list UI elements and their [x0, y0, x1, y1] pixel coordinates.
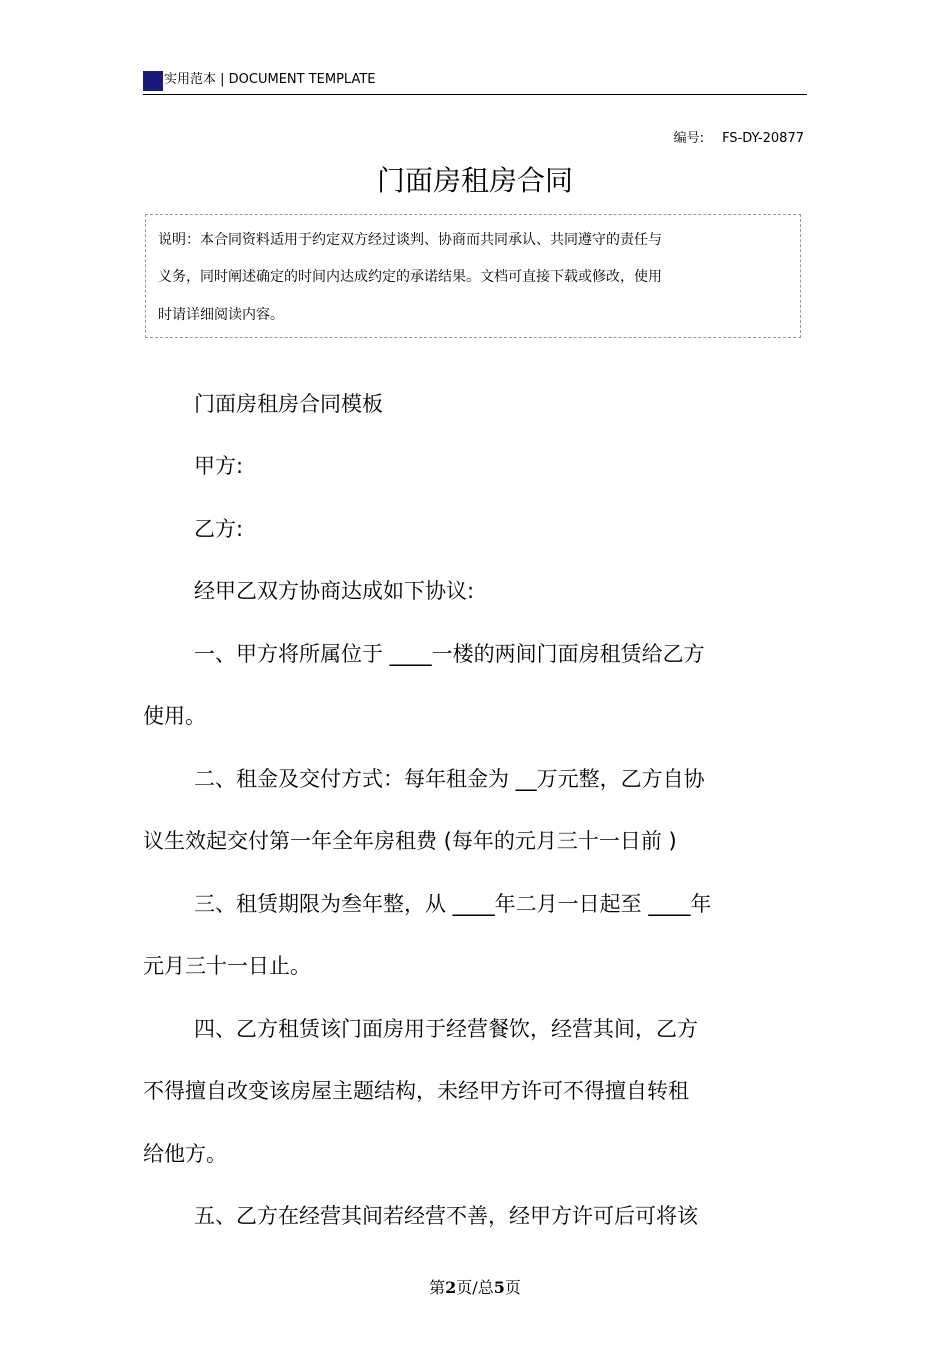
page-header — [143, 70, 807, 95]
note-box — [145, 214, 801, 338]
footer-total-pages: 5 — [493, 1278, 505, 1297]
clause-line: 使用。 — [143, 704, 206, 728]
clause-line: 议生效起交付第一年全年房租费 (每年的元月三十一日前 ) — [143, 829, 677, 853]
page-footer — [0, 1275, 950, 1298]
note-line: 时请详细阅读内容。 — [158, 307, 284, 323]
footer-suffix: 页 — [504, 1278, 521, 1297]
document-title: 门面房租房合同 — [376, 164, 573, 197]
party-b-line: 乙方: — [194, 517, 244, 541]
agreement-intro: 经甲乙双方协商达成如下协议: — [194, 579, 475, 603]
clause-line: 给他方。 — [143, 1142, 227, 1166]
clause-line: 三、租赁期限为叁年整，从 ____年二月一日起至 ____年 — [194, 892, 712, 916]
clause-line: 元月三十一日止。 — [143, 954, 311, 978]
note-line: 说明：本合同资料适用于约定双方经过谈判、协商而共同承认、共同遵守的责任与 — [158, 232, 662, 248]
footer-mid: 页/总 — [456, 1278, 494, 1297]
clause-line: 一、甲方将所属位于 ____一楼的两间门面房租赁给乙方 — [194, 642, 705, 666]
document-number-label: 编号: — [673, 131, 705, 146]
clause-line: 二、租金及交付方式：每年租金为 __万元整，乙方自协 — [194, 767, 705, 791]
document-number — [674, 127, 804, 146]
header-text: 实用范本 | DOCUMENT TEMPLATE — [164, 72, 376, 87]
header-logo-square — [143, 71, 163, 91]
clause-line: 四、乙方租赁该门面房用于经营餐饮，经营其间，乙方 — [194, 1017, 698, 1041]
clause-line: 不得擅自改变该房屋主题结构，未经甲方许可不得擅自转租 — [143, 1079, 689, 1103]
note-line: 义务，同时阐述确定的时间内达成约定的承诺结果。文档可直接下载或修改，使用 — [158, 269, 662, 285]
contract-template-heading: 门面房租房合同模板 — [194, 392, 383, 416]
clause-line: 五、乙方在经营其间若经营不善，经甲方许可后可将该 — [194, 1204, 698, 1228]
footer-page-number: 2 — [445, 1278, 457, 1297]
document-number-value: FS-DY-20877 — [722, 131, 804, 146]
party-a-line: 甲方: — [194, 454, 244, 478]
footer-prefix: 第 — [429, 1278, 446, 1297]
